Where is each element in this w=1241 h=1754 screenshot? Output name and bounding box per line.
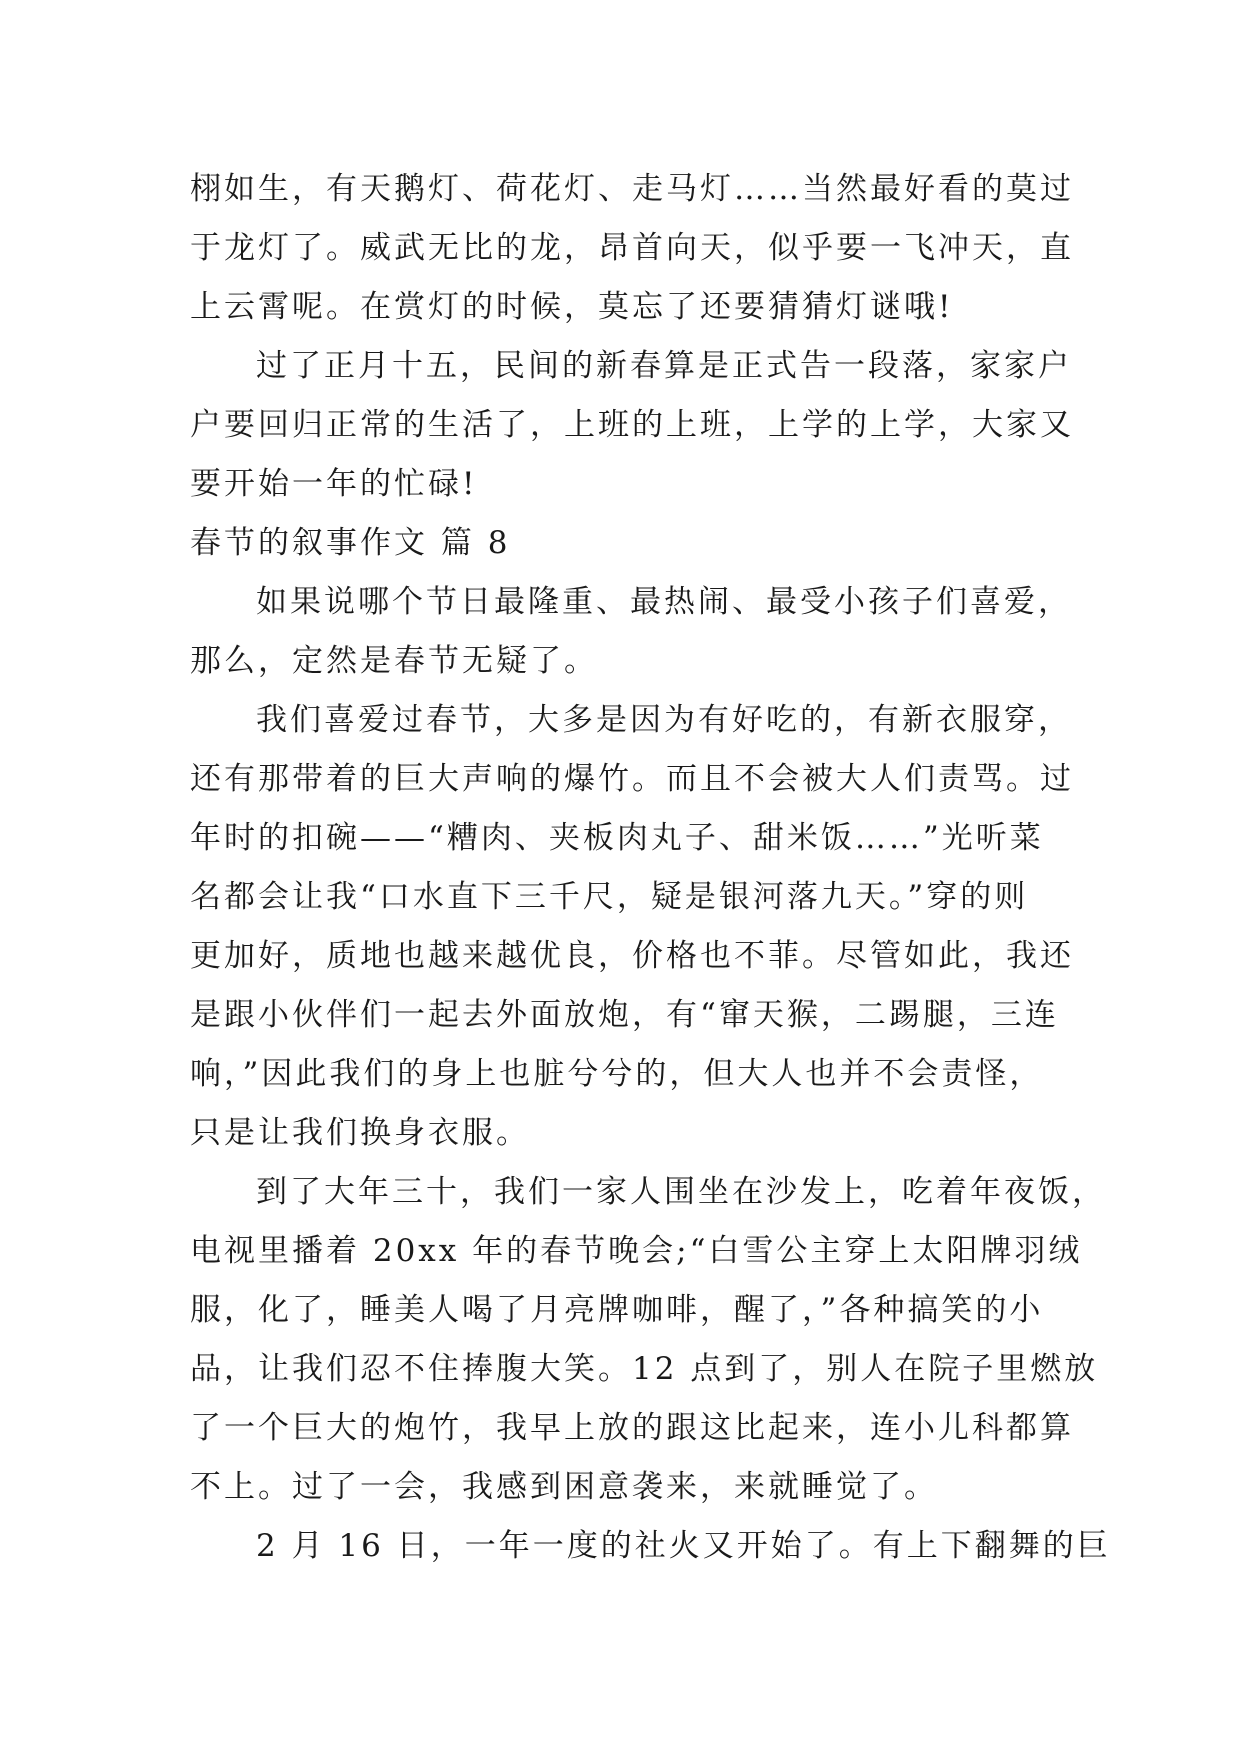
text-line: 如果说哪个节日最隆重、最热闹、最受小孩子们喜爱，: [256, 584, 1072, 620]
paragraph-after-fifteenth: [190, 337, 1074, 514]
text-line: 响，”因此我们的身上也脏兮兮的，但大人也并不会责怪，: [190, 1056, 1044, 1092]
text-line: 2 月 16 日，一年一度的社火又开始了。有上下翻舞的巨: [256, 1528, 1111, 1564]
text-line: 是跟小伙伴们一起去外面放炮，有“窜天猴，二踢腿，三连: [190, 997, 1059, 1033]
paragraph-new-years-eve: [190, 1163, 1106, 1517]
paragraph-why-love-spring-festival: [190, 691, 1074, 1163]
text-line: 服，化了，睡美人喝了月亮牌咖啡，醒了，”各种搞笑的小: [190, 1292, 1044, 1328]
paragraph-february-16: [190, 1517, 1111, 1576]
text-line: 电视里播着 20xx 年的春节晚会;“白雪公主穿上太阳牌羽绒: [190, 1233, 1083, 1269]
text-line: 要开始一年的忙碌!: [190, 466, 478, 502]
text-line: 只是让我们换身衣服。: [190, 1115, 530, 1151]
text-line: 过了正月十五，民间的新春算是正式告一段落，家家户: [256, 348, 1072, 384]
text-line: 年时的扣碗——“糟肉、夹板肉丸子、甜米饭……”光听菜: [190, 820, 1044, 856]
text-line: 上云霄呢。在赏灯的时候，莫忘了还要猜猜灯谜哦!: [190, 289, 954, 325]
paragraph-lantern-continuation: [190, 160, 1074, 337]
text-line: 了一个巨大的炮竹，我早上放的跟这比起来，连小儿科都算: [190, 1410, 1074, 1446]
text-line: 户要回归正常的生活了，上班的上班，上学的上学，大家又: [190, 407, 1074, 443]
text-line: 于龙灯了。威武无比的龙，昂首向天，似乎要一飞冲天，直: [190, 230, 1074, 266]
text-line: 名都会让我“口水直下三千尺，疑是银河落九天。”穿的则: [190, 879, 1029, 915]
document-page: [190, 160, 1111, 1576]
text-line: 那么，定然是春节无疑了。: [190, 643, 598, 679]
text-line: 品，让我们忍不住捧腹大笑。12 点到了，别人在院子里燃放: [190, 1351, 1099, 1387]
text-line: 更加好，质地也越来越优良，价格也不菲。尽管如此，我还: [190, 938, 1074, 974]
text-line: 到了大年三十，我们一家人围坐在沙发上，吃着年夜饭，: [256, 1174, 1106, 1210]
text-line: 还有那带着的巨大声响的爆竹。而且不会被大人们责骂。过: [190, 761, 1074, 797]
text-line: 我们喜爱过春节，大多是因为有好吃的，有新衣服穿，: [256, 702, 1072, 738]
section-title: 春节的叙事作文 篇 8: [190, 525, 511, 561]
text-line: 栩如生，有天鹅灯、荷花灯、走马灯……当然最好看的莫过: [190, 171, 1074, 207]
paragraph-intro: [190, 573, 1070, 691]
text-line: 不上。过了一会，我感到困意袭来，来就睡觉了。: [190, 1469, 938, 1505]
